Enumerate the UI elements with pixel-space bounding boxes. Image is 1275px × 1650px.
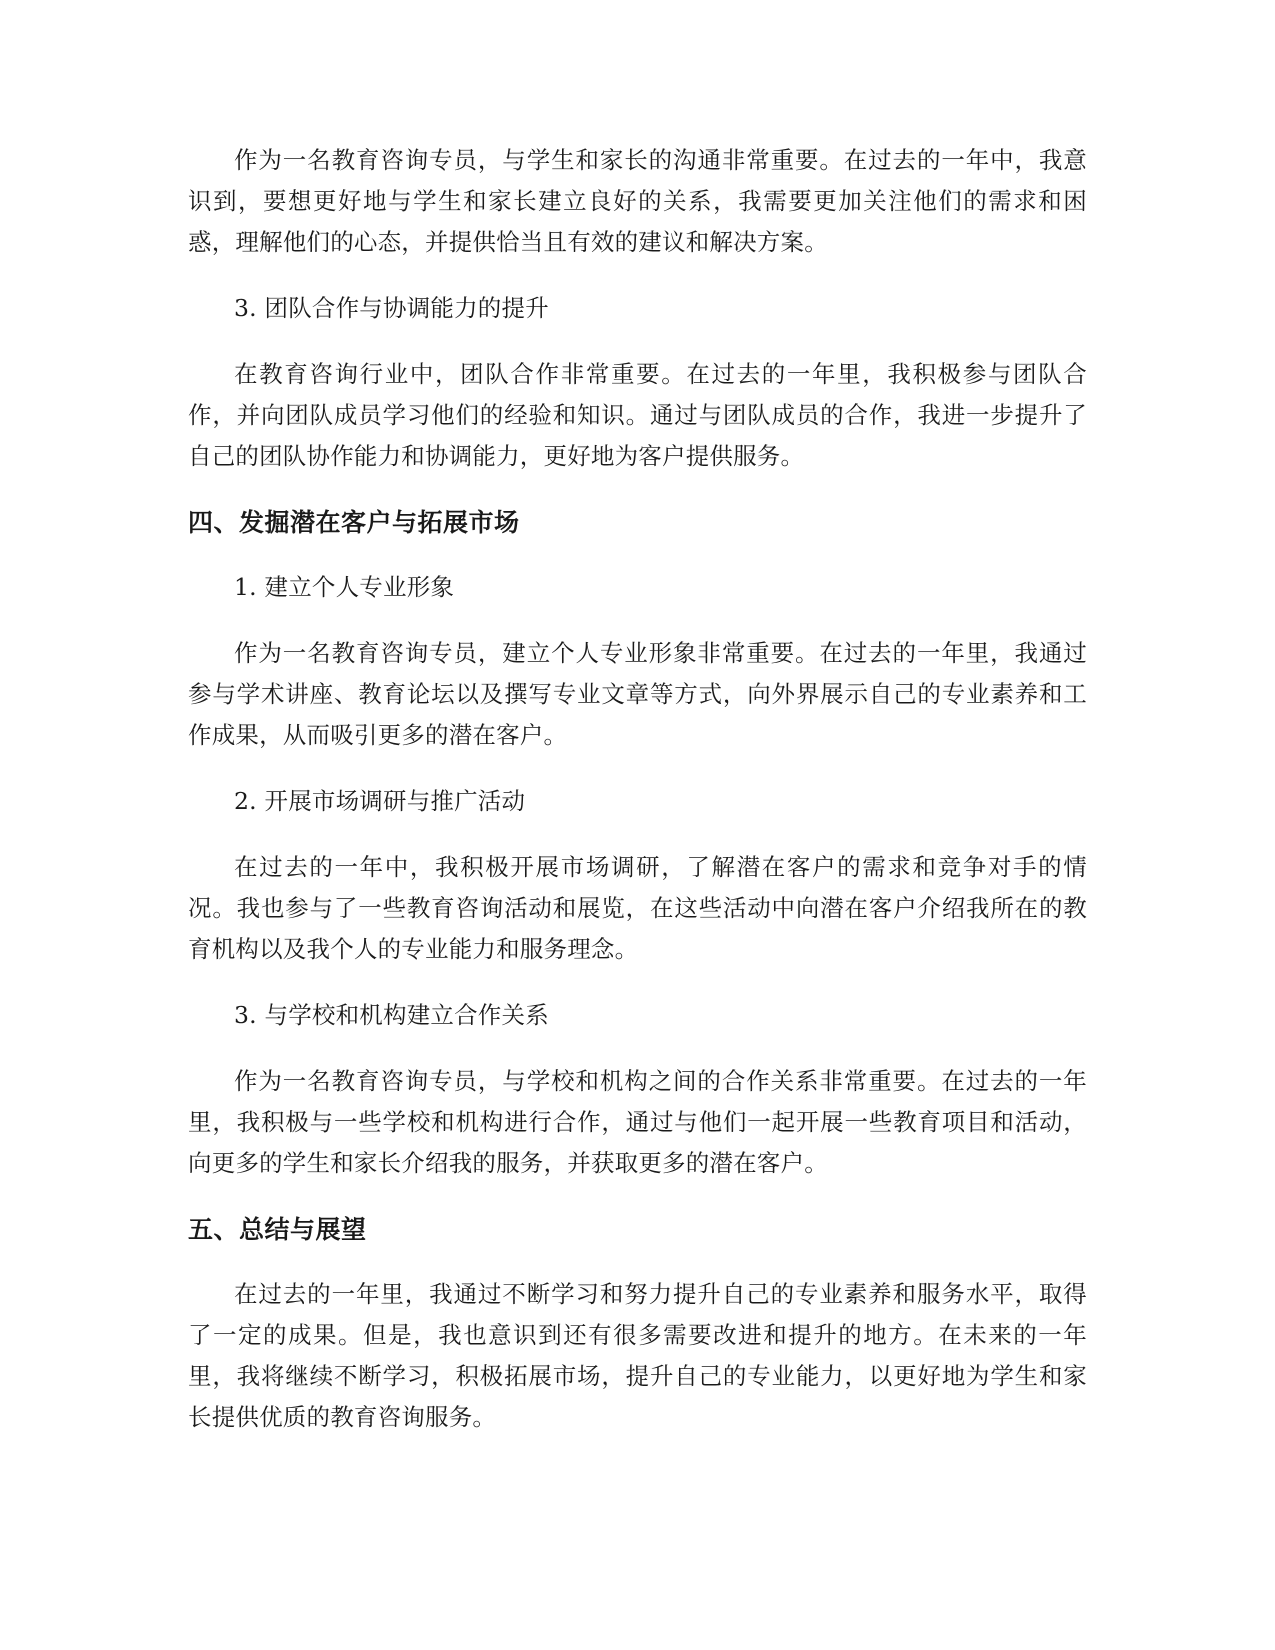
subheading-professional-image: 1. 建立个人专业形象: [234, 573, 455, 601]
subheading-market-research: 2. 开展市场调研与推广活动: [234, 787, 526, 815]
paragraph-summary: 在过去的一年里，我通过不断学习和努力提升自己的专业素养和服务水平，取得了一定的成果。但是，我也意识到还有很多需要改进和提升的地方。在未来的一年里，我将继续不断学习，积极拓展市场，提升自己的专业能力，以更好地为学生和家长提供优质的教育咨询服务。: [188, 1280, 1087, 1431]
paragraph-teamwork: 在教育咨询行业中，团队合作非常重要。在过去的一年里，我积极参与团队合作，并向团队成员学习他们的经验和知识。通过与团队成员的合作，我进一步提升了自己的团队协作能力和协调能力，更好地为客户提供服务。: [188, 360, 1087, 470]
paragraph-professional-image: 作为一名教育咨询专员，建立个人专业形象非常重要。在过去的一年里，我通过参与学术讲座、教育论坛以及撰写专业文章等方式，向外界展示自己的专业素养和工作成果，从而吸引更多的潜在客户。: [188, 639, 1087, 749]
subheading-teamwork: 3. 团队合作与协调能力的提升: [234, 294, 549, 322]
section-heading-5: 五、总结与展望: [188, 1215, 367, 1244]
subheading-partnerships: 3. 与学校和机构建立合作关系: [234, 1001, 549, 1029]
paragraph-market-research: 在过去的一年中，我积极开展市场调研，了解潜在客户的需求和竞争对手的情况。我也参与了一些教育咨询活动和展览，在这些活动中向潜在客户介绍我所在的教育机构以及我个人的专业能力和服务理念。: [188, 853, 1087, 963]
paragraph-communication: 作为一名教育咨询专员，与学生和家长的沟通非常重要。在过去的一年中，我意识到，要想更好地与学生和家长建立良好的关系，我需要更加关注他们的需求和困惑，理解他们的心态，并提供恰当且有效的建议和解决方案。: [188, 146, 1087, 256]
paragraph-partnerships: 作为一名教育咨询专员，与学校和机构之间的合作关系非常重要。在过去的一年里，我积极与一些学校和机构进行合作，通过与他们一起开展一些教育项目和活动，向更多的学生和家长介绍我的服务，并获取更多的潜在客户。: [188, 1067, 1087, 1177]
section-heading-4: 四、发掘潜在客户与拓展市场: [188, 508, 520, 537]
document-page: [188, 140, 1087, 1463]
